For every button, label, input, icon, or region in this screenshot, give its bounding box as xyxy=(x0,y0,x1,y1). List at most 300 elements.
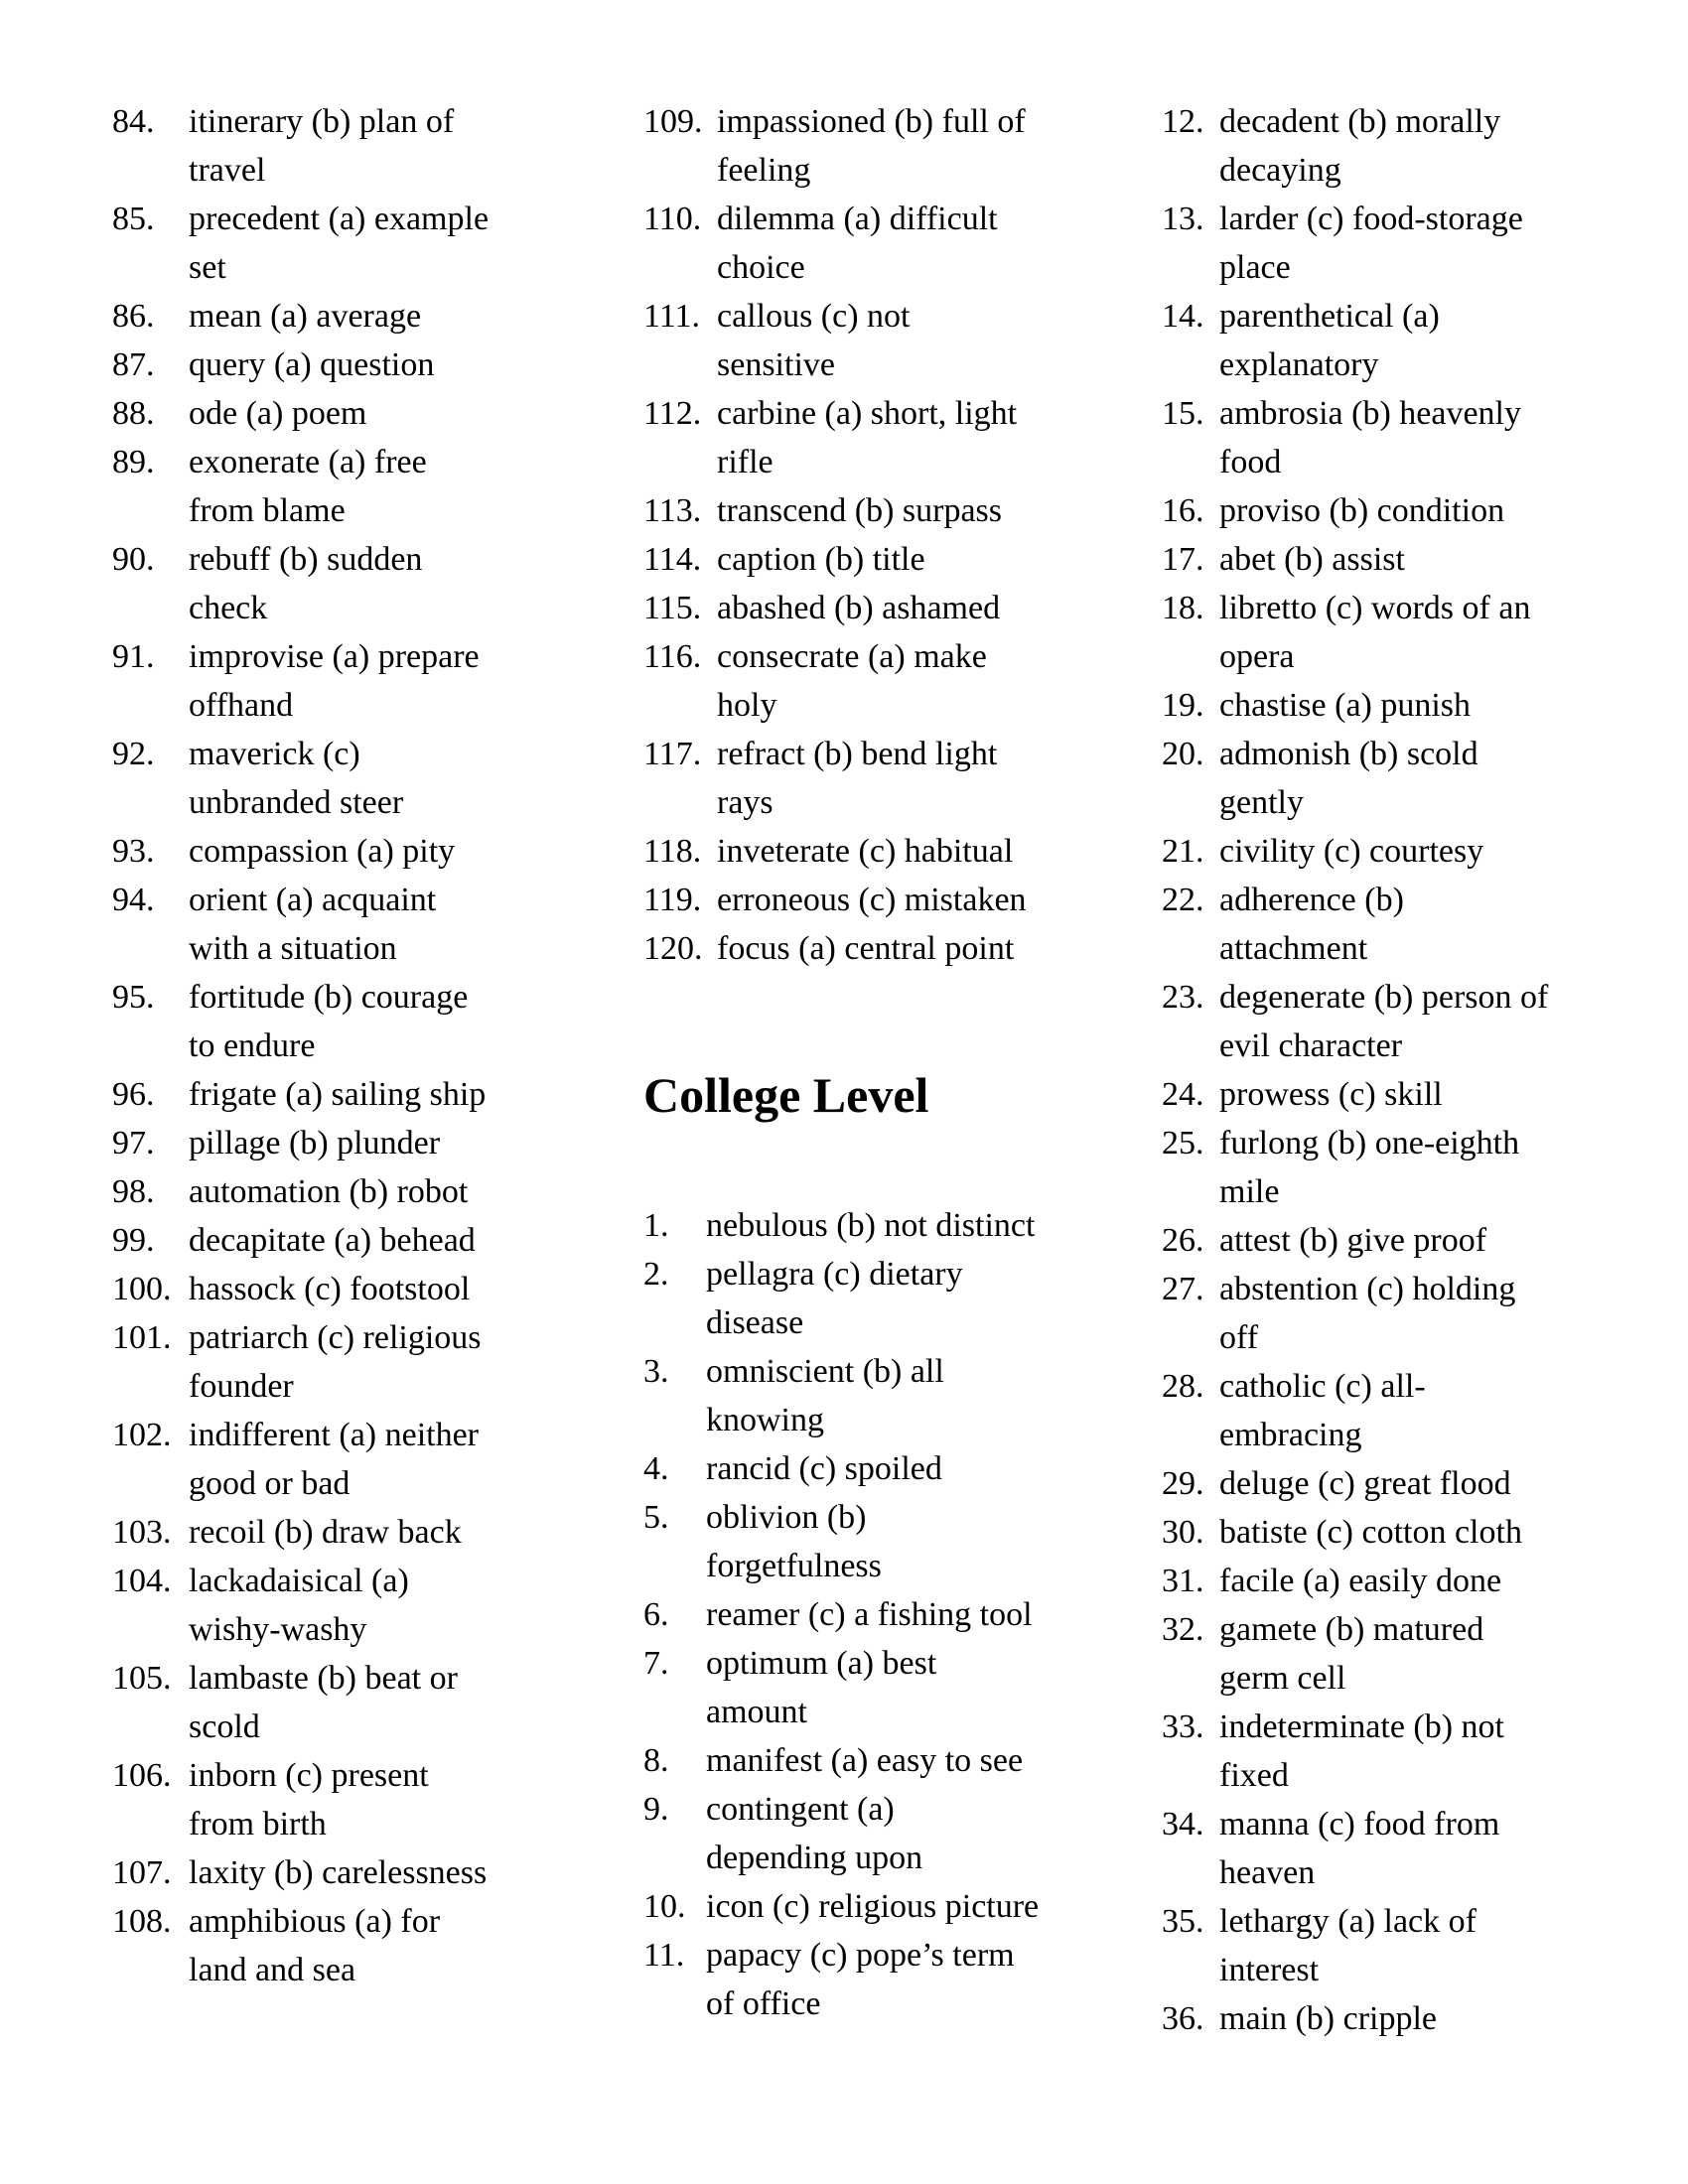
column-2 xyxy=(643,97,1140,2028)
item-number: 115. xyxy=(643,590,702,626)
item-text-line: amount xyxy=(706,1694,807,1730)
item-text-line: gamete (b) matured xyxy=(1219,1611,1484,1648)
item-number: 91. xyxy=(112,638,155,675)
list-item xyxy=(1162,1557,1678,1605)
list-item xyxy=(643,730,1140,827)
item-text-line: choice xyxy=(717,249,805,286)
item-text-line: knowing xyxy=(706,1402,824,1438)
item-text xyxy=(189,97,619,195)
item-text-line: forgetfulness xyxy=(706,1548,882,1584)
list-item xyxy=(112,632,619,730)
item-number: 27. xyxy=(1162,1271,1204,1307)
item-text xyxy=(189,1411,619,1508)
item-text-line: feeling xyxy=(717,152,811,189)
item-text-line: inveterate (c) habitual xyxy=(717,833,1014,870)
item-text-line: hassock (c) footstool xyxy=(189,1271,471,1307)
item-text xyxy=(1219,1070,1678,1119)
item-number: 24. xyxy=(1162,1076,1204,1113)
item-text xyxy=(189,389,619,438)
item-text-line: furlong (b) one-eighth xyxy=(1219,1125,1520,1161)
item-text-line: germ cell xyxy=(1219,1660,1346,1697)
item-number: 103. xyxy=(112,1514,172,1551)
item-text-line: evil character xyxy=(1219,1027,1403,1064)
item-text xyxy=(189,1557,619,1654)
item-text-line: interest xyxy=(1219,1952,1320,1988)
item-text-line: orient (a) acquaint xyxy=(189,882,437,918)
list-item xyxy=(112,341,619,389)
item-number: 107. xyxy=(112,1854,172,1891)
item-number: 109. xyxy=(643,103,703,140)
item-number: 11. xyxy=(643,1937,685,1974)
item-text xyxy=(717,292,1140,389)
item-text xyxy=(1219,827,1678,876)
item-text-line: adherence (b) xyxy=(1219,882,1404,918)
item-number: 8. xyxy=(643,1742,669,1779)
item-number: 6. xyxy=(643,1596,669,1633)
item-text-line: ode (a) poem xyxy=(189,395,367,432)
item-text-line: opera xyxy=(1219,638,1295,675)
item-text-line: amphibious (a) for xyxy=(189,1903,441,1940)
item-number: 118. xyxy=(643,833,702,870)
item-number: 96. xyxy=(112,1076,155,1113)
item-text-line: degenerate (b) person of xyxy=(1219,979,1549,1016)
numbered-list xyxy=(643,1201,1140,2028)
item-text xyxy=(717,389,1140,486)
item-text-line: admonish (b) scold xyxy=(1219,736,1478,772)
item-text-line: mean (a) average xyxy=(189,298,422,335)
item-text-line: caption (b) title xyxy=(717,541,925,578)
item-text-line: abet (b) assist xyxy=(1219,541,1405,578)
list-item xyxy=(112,827,619,876)
list-item xyxy=(112,1751,619,1848)
item-text-line: check xyxy=(189,590,268,626)
list-item xyxy=(1162,1703,1678,1800)
item-number: 93. xyxy=(112,833,155,870)
item-text xyxy=(717,924,1140,973)
item-text-line: sensitive xyxy=(717,346,835,383)
item-text-line: omniscient (b) all xyxy=(706,1353,944,1390)
item-text-line: place xyxy=(1219,249,1291,286)
item-text-line: good or bad xyxy=(189,1465,351,1502)
item-number: 99. xyxy=(112,1222,155,1259)
list-item xyxy=(643,827,1140,876)
list-item xyxy=(1162,97,1678,195)
item-text xyxy=(706,1639,1140,1736)
item-text-line: attachment xyxy=(1219,930,1368,967)
item-text-line: unbranded steer xyxy=(189,784,404,821)
list-item xyxy=(1162,827,1678,876)
item-number: 26. xyxy=(1162,1222,1204,1259)
list-item xyxy=(112,97,619,195)
item-number: 16. xyxy=(1162,492,1204,529)
list-item xyxy=(1162,1070,1678,1119)
item-number: 12. xyxy=(1162,103,1204,140)
list-item xyxy=(643,1785,1140,1882)
list-item xyxy=(643,1931,1140,2028)
item-text-line: decadent (b) morally xyxy=(1219,103,1501,140)
item-text-line: focus (a) central point xyxy=(717,930,1015,967)
list-item xyxy=(1162,1800,1678,1897)
item-text-line: larder (c) food-storage xyxy=(1219,201,1523,237)
item-text-line: set xyxy=(189,249,226,286)
item-text-line: optimum (a) best xyxy=(706,1645,937,1682)
item-text xyxy=(717,486,1140,535)
list-item xyxy=(112,535,619,632)
item-text-line: ambrosia (b) heavenly xyxy=(1219,395,1521,432)
list-item xyxy=(643,1347,1140,1444)
item-text xyxy=(1219,876,1678,973)
item-number: 10. xyxy=(643,1888,686,1925)
item-text xyxy=(706,1493,1140,1590)
item-text-line: wishy-washy xyxy=(189,1611,367,1648)
list-item xyxy=(112,292,619,341)
item-number: 13. xyxy=(1162,201,1204,237)
item-number: 22. xyxy=(1162,882,1204,918)
item-text-line: precedent (a) example xyxy=(189,201,490,237)
item-text-line: founder xyxy=(189,1368,294,1405)
item-text-line: automation (b) robot xyxy=(189,1173,469,1210)
item-text xyxy=(1219,730,1678,827)
item-number: 104. xyxy=(112,1563,172,1599)
list-item xyxy=(112,1265,619,1313)
list-item xyxy=(1162,1897,1678,1994)
column-3 xyxy=(1162,97,1678,2043)
item-text-line: attest (b) give proof xyxy=(1219,1222,1487,1259)
numbered-list xyxy=(643,97,1140,973)
list-item xyxy=(112,1557,619,1654)
item-text-line: pillage (b) plunder xyxy=(189,1125,441,1161)
list-item xyxy=(643,924,1140,973)
item-text-line: with a situation xyxy=(189,930,397,967)
item-number: 15. xyxy=(1162,395,1204,432)
item-text-line: batiste (c) cotton cloth xyxy=(1219,1514,1522,1551)
item-text xyxy=(1219,1119,1678,1216)
item-text xyxy=(706,1785,1140,1882)
list-item xyxy=(112,1313,619,1411)
item-number: 90. xyxy=(112,541,155,578)
item-number: 89. xyxy=(112,444,155,480)
item-text xyxy=(189,1897,619,1994)
list-item xyxy=(1162,584,1678,681)
item-number: 111. xyxy=(643,298,700,335)
list-item xyxy=(112,438,619,535)
list-item xyxy=(643,1736,1140,1785)
item-text-line: deluge (c) great flood xyxy=(1219,1465,1511,1502)
list-item xyxy=(1162,1119,1678,1216)
item-text xyxy=(1219,1265,1678,1362)
item-text-line: frigate (a) sailing ship xyxy=(189,1076,487,1113)
item-number: 18. xyxy=(1162,590,1204,626)
list-item xyxy=(112,876,619,973)
numbered-list xyxy=(112,97,619,1994)
list-item xyxy=(643,632,1140,730)
list-item xyxy=(112,1848,619,1897)
item-text-line: reamer (c) a fishing tool xyxy=(706,1596,1033,1633)
item-number: 108. xyxy=(112,1903,172,1940)
list-item xyxy=(1162,876,1678,973)
item-text xyxy=(717,730,1140,827)
item-text-line: query (a) question xyxy=(189,346,435,383)
item-text xyxy=(189,973,619,1070)
list-item xyxy=(643,584,1140,632)
item-number: 106. xyxy=(112,1757,172,1794)
item-number: 94. xyxy=(112,882,155,918)
item-number: 85. xyxy=(112,201,155,237)
item-number: 32. xyxy=(1162,1611,1204,1648)
item-text-line: indeterminate (b) not xyxy=(1219,1708,1505,1745)
item-text-line: patriarch (c) religious xyxy=(189,1319,482,1356)
item-text xyxy=(189,730,619,827)
list-item xyxy=(643,195,1140,292)
item-text-line: rays xyxy=(717,784,774,821)
item-text xyxy=(189,1216,619,1265)
item-text-line: oblivion (b) xyxy=(706,1499,867,1536)
item-text-line: manna (c) food from xyxy=(1219,1806,1500,1843)
item-text-line: laxity (b) carelessness xyxy=(189,1854,488,1891)
item-text-line: mile xyxy=(1219,1173,1280,1210)
item-text-line: transcend (b) surpass xyxy=(717,492,1003,529)
item-number: 36. xyxy=(1162,2000,1204,2037)
item-text-line: impassioned (b) full of xyxy=(717,103,1026,140)
item-text-line: land and sea xyxy=(189,1952,356,1988)
list-item xyxy=(643,1882,1140,1931)
list-item xyxy=(112,1119,619,1167)
item-text-line: lambaste (b) beat or xyxy=(189,1660,458,1697)
item-text xyxy=(1219,195,1678,292)
list-item xyxy=(112,1897,619,1994)
list-item xyxy=(1162,535,1678,584)
list-item xyxy=(1162,1265,1678,1362)
item-text xyxy=(1219,486,1678,535)
item-text xyxy=(189,876,619,973)
list-item xyxy=(1162,1362,1678,1459)
item-text xyxy=(189,1654,619,1751)
item-text-line: nebulous (b) not distinct xyxy=(706,1207,1036,1244)
item-text-line: maverick (c) xyxy=(189,736,360,772)
item-text xyxy=(1219,681,1678,730)
item-text xyxy=(189,1848,619,1897)
item-text xyxy=(1219,1605,1678,1703)
list-item xyxy=(643,1201,1140,1250)
item-text xyxy=(717,876,1140,924)
item-number: 102. xyxy=(112,1417,172,1453)
item-number: 7. xyxy=(643,1645,669,1682)
list-item xyxy=(1162,292,1678,389)
item-text xyxy=(1219,535,1678,584)
item-text-line: erroneous (c) mistaken xyxy=(717,882,1027,918)
item-text-line: offhand xyxy=(189,687,294,724)
item-text xyxy=(189,1167,619,1216)
item-text-line: carbine (a) short, light xyxy=(717,395,1018,432)
item-text-line: icon (c) religious picture xyxy=(706,1888,1040,1925)
item-text-line: depending upon xyxy=(706,1840,923,1876)
list-item xyxy=(643,1250,1140,1347)
item-text xyxy=(706,1347,1140,1444)
item-number: 21. xyxy=(1162,833,1204,870)
item-text-line: from blame xyxy=(189,492,346,529)
list-item xyxy=(1162,389,1678,486)
item-text-line: civility (c) courtesy xyxy=(1219,833,1484,870)
item-number: 33. xyxy=(1162,1708,1204,1745)
item-text xyxy=(1219,584,1678,681)
item-number: 105. xyxy=(112,1660,172,1697)
item-text xyxy=(706,1201,1140,1250)
item-text xyxy=(706,1931,1140,2028)
item-text xyxy=(189,438,619,535)
list-item xyxy=(112,389,619,438)
item-text-line: facile (a) easily done xyxy=(1219,1563,1502,1599)
item-text-line: libretto (c) words of an xyxy=(1219,590,1531,626)
item-text-line: food xyxy=(1219,444,1282,480)
item-number: 95. xyxy=(112,979,155,1016)
item-text-line: off xyxy=(1219,1319,1259,1356)
item-number: 120. xyxy=(643,930,703,967)
item-text-line: gently xyxy=(1219,784,1304,821)
item-text-line: pellagra (c) dietary xyxy=(706,1256,963,1293)
list-item xyxy=(1162,1605,1678,1703)
list-item xyxy=(1162,681,1678,730)
item-text xyxy=(189,827,619,876)
item-number: 114. xyxy=(643,541,702,578)
list-item xyxy=(643,1493,1140,1590)
item-number: 100. xyxy=(112,1271,172,1307)
item-text-line: decaying xyxy=(1219,152,1341,189)
list-item xyxy=(112,1216,619,1265)
item-text xyxy=(1219,1362,1678,1459)
list-item xyxy=(1162,973,1678,1070)
item-text-line: lackadaisical (a) xyxy=(189,1563,409,1599)
list-item xyxy=(1162,195,1678,292)
item-text-line: rancid (c) spoiled xyxy=(706,1450,942,1487)
item-text xyxy=(717,632,1140,730)
item-text-line: parenthetical (a) xyxy=(1219,298,1440,335)
item-text xyxy=(706,1736,1140,1785)
item-text-line: lethargy (a) lack of xyxy=(1219,1903,1477,1940)
list-item xyxy=(1162,730,1678,827)
item-number: 112. xyxy=(643,395,702,432)
item-text-line: abashed (b) ashamed xyxy=(717,590,1001,626)
list-item xyxy=(643,292,1140,389)
item-number: 119. xyxy=(643,882,702,918)
item-number: 29. xyxy=(1162,1465,1204,1502)
item-number: 98. xyxy=(112,1173,155,1210)
list-item xyxy=(112,1070,619,1119)
item-number: 28. xyxy=(1162,1368,1204,1405)
list-item xyxy=(112,1167,619,1216)
item-text xyxy=(189,195,619,292)
item-text xyxy=(717,97,1140,195)
item-text xyxy=(189,292,619,341)
item-text xyxy=(1219,292,1678,389)
item-text-line: papacy (c) pope’s term xyxy=(706,1937,1015,1974)
item-number: 17. xyxy=(1162,541,1204,578)
list-item xyxy=(112,1654,619,1751)
item-text-line: indifferent (a) neither xyxy=(189,1417,480,1453)
item-text-line: decapitate (a) behead xyxy=(189,1222,476,1259)
item-text xyxy=(1219,97,1678,195)
item-text-line: itinerary (b) plan of xyxy=(189,103,455,140)
item-text-line: to endure xyxy=(189,1027,316,1064)
list-item xyxy=(112,1411,619,1508)
list-item xyxy=(1162,1994,1678,2043)
item-text xyxy=(1219,1897,1678,1994)
item-number: 101. xyxy=(112,1319,172,1356)
item-text-line: embracing xyxy=(1219,1417,1362,1453)
item-number: 34. xyxy=(1162,1806,1204,1843)
list-item xyxy=(112,1508,619,1557)
item-text-line: contingent (a) xyxy=(706,1791,895,1828)
item-text-line: main (b) cripple xyxy=(1219,2000,1438,2037)
item-text-line: refract (b) bend light xyxy=(717,736,998,772)
list-item xyxy=(643,97,1140,195)
list-item xyxy=(643,1639,1140,1736)
item-text xyxy=(189,1751,619,1848)
item-text xyxy=(1219,1703,1678,1800)
item-text-line: compassion (a) pity xyxy=(189,833,456,870)
item-text-line: catholic (c) all- xyxy=(1219,1368,1426,1405)
list-item xyxy=(1162,486,1678,535)
item-number: 23. xyxy=(1162,979,1204,1016)
list-item xyxy=(1162,1216,1678,1265)
item-text-line: scold xyxy=(189,1708,260,1745)
list-item xyxy=(643,389,1140,486)
item-number: 25. xyxy=(1162,1125,1204,1161)
item-number: 35. xyxy=(1162,1903,1204,1940)
item-text xyxy=(189,1070,619,1119)
item-text-line: exonerate (a) free xyxy=(189,444,427,480)
item-text xyxy=(1219,1800,1678,1897)
list-item xyxy=(1162,1508,1678,1557)
item-text-line: fortitude (b) courage xyxy=(189,979,469,1016)
item-text-line: heaven xyxy=(1219,1854,1316,1891)
item-text-line: inborn (c) present xyxy=(189,1757,429,1794)
item-text xyxy=(1219,1459,1678,1508)
item-text-line: proviso (b) condition xyxy=(1219,492,1505,529)
item-text-line: explanatory xyxy=(1219,346,1379,383)
item-number: 88. xyxy=(112,395,155,432)
item-number: 19. xyxy=(1162,687,1204,724)
item-number: 1. xyxy=(643,1207,669,1244)
item-number: 3. xyxy=(643,1353,669,1390)
item-text-line: consecrate (a) make xyxy=(717,638,987,675)
item-text xyxy=(189,1265,619,1313)
list-item xyxy=(643,1444,1140,1493)
item-text xyxy=(1219,1994,1678,2043)
item-text xyxy=(189,632,619,730)
list-item xyxy=(1162,1459,1678,1508)
list-item xyxy=(112,195,619,292)
item-text xyxy=(706,1444,1140,1493)
item-text-line: callous (c) not xyxy=(717,298,911,335)
item-text-line: recoil (b) draw back xyxy=(189,1514,462,1551)
item-text xyxy=(1219,973,1678,1070)
item-number: 92. xyxy=(112,736,155,772)
item-text xyxy=(706,1882,1140,1931)
item-number: 116. xyxy=(643,638,702,675)
item-number: 2. xyxy=(643,1256,669,1293)
item-text-line: manifest (a) easy to see xyxy=(706,1742,1024,1779)
item-text xyxy=(717,535,1140,584)
item-text-line: chastise (a) punish xyxy=(1219,687,1472,724)
section-heading: College Level xyxy=(643,1067,929,1123)
item-text-line: of office xyxy=(706,1985,821,2022)
item-text-line: rebuff (b) sudden xyxy=(189,541,423,578)
item-text-line: improvise (a) prepare xyxy=(189,638,480,675)
item-number: 84. xyxy=(112,103,155,140)
list-item xyxy=(112,973,619,1070)
item-text-line: rifle xyxy=(717,444,774,480)
item-text-line: from birth xyxy=(189,1806,327,1843)
